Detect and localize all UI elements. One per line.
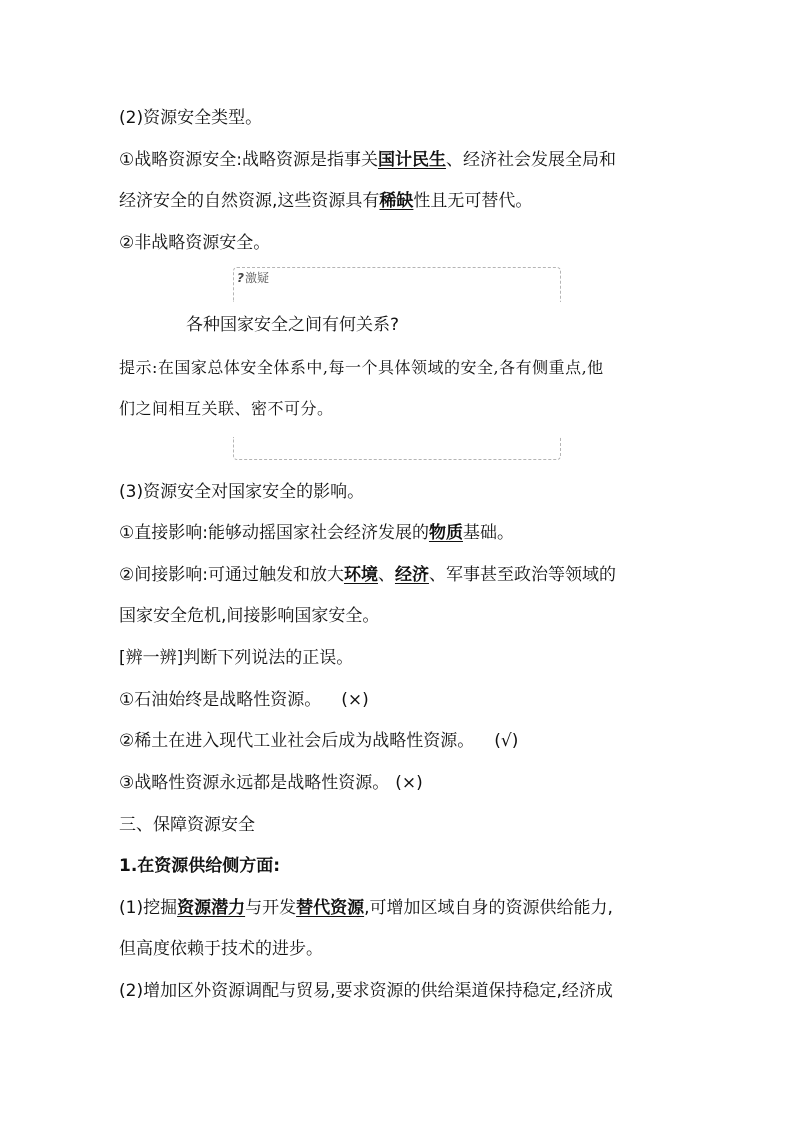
text: ②非战略资源安全。 (119, 233, 271, 253)
doubt-hint-line-2: 们之间相互关联、密不可分。 (119, 399, 334, 418)
text: 但高度依赖于技术的进步。 (119, 939, 323, 959)
underlined-term: 替代资源 (296, 898, 365, 918)
text: (3)资源安全对国家安全的影响。 (119, 482, 365, 502)
text: 国家安全危机,间接影响国家安全。 (119, 606, 380, 626)
statement: ①石油始终是战略性资源。 (119, 690, 322, 710)
line-non-strategic (119, 232, 270, 254)
line-indirect-impact-cont (119, 605, 379, 627)
doubt-question: 各种国家安全之间有何关系? (186, 315, 400, 335)
line-resource-security-types (119, 107, 262, 129)
underlined-term: 环境 (343, 565, 378, 585)
doubt-hint-line-1: 提示:在国家总体安全体系中,每一个具体领域的安全,各有侧重点,他 (119, 358, 604, 377)
text: (2)增加区外资源调配与贸易,要求资源的供给渠道保持稳定,经济成 (119, 981, 613, 1001)
text: (2)资源安全类型。 (119, 108, 263, 128)
doubt-box-top (233, 267, 561, 302)
text: [辨一辨]判断下列说法的正误。 (119, 648, 354, 668)
underlined-term: 物质 (428, 523, 463, 543)
text: ①直接影响:能够动摇国家社会经济发展的 (119, 523, 429, 543)
statement: ②稀土在进入现代工业社会后成为战略性资源。 (119, 731, 475, 751)
line-direct-impact (119, 522, 514, 544)
text: 性且无可替代。 (413, 191, 533, 211)
doubt-box-bottom (233, 437, 561, 460)
judge-item-2 (119, 730, 518, 752)
answer-mark: (√) (494, 731, 519, 751)
text: 基础。 (462, 523, 514, 543)
underlined-term: 国计民生 (377, 150, 446, 170)
judge-item-3 (119, 772, 423, 794)
subheading-supply-side (119, 855, 280, 877)
text: 1.在资源供给侧方面: (119, 856, 281, 876)
line-supply-1-cont (119, 938, 323, 960)
judge-item-1 (119, 689, 369, 711)
question-mark-icon: ? (237, 271, 244, 285)
text: 、 (377, 565, 395, 585)
line-indirect-impact (119, 564, 616, 586)
line-supply-2 (119, 980, 613, 1002)
doubt-label: 激疑 (244, 271, 269, 285)
underlined-term: 资源潜力 (177, 898, 246, 918)
underlined-term: 稀缺 (379, 191, 414, 211)
text: ,可增加区域自身的资源供给能力, (364, 898, 613, 918)
text: 经济安全的自然资源,这些资源具有 (119, 191, 380, 211)
underlined-term: 经济 (394, 565, 429, 585)
text: (1)挖掘 (119, 898, 178, 918)
doubt-box-label (237, 270, 269, 286)
line-strategic-resource-cont (119, 190, 532, 212)
section-heading (119, 814, 255, 836)
text: ②间接影响:可通过触发和放大 (119, 565, 344, 585)
answer-mark: (×) (395, 773, 423, 793)
text: 三、保障资源安全 (119, 815, 255, 835)
line-judge-title (119, 647, 353, 669)
line-impact-title (119, 481, 364, 503)
text: 、军事甚至政治等领域的 (428, 565, 616, 585)
text: 与开发 (245, 898, 297, 918)
line-supply-1 (119, 897, 613, 919)
text: 、经济社会发展全局和 (445, 150, 616, 170)
answer-mark: (×) (341, 690, 369, 710)
line-strategic-resource (119, 149, 616, 171)
statement: ③战略性资源永远都是战略性资源。 (119, 773, 390, 793)
text: ①战略资源安全:战略资源是指事关 (119, 150, 378, 170)
